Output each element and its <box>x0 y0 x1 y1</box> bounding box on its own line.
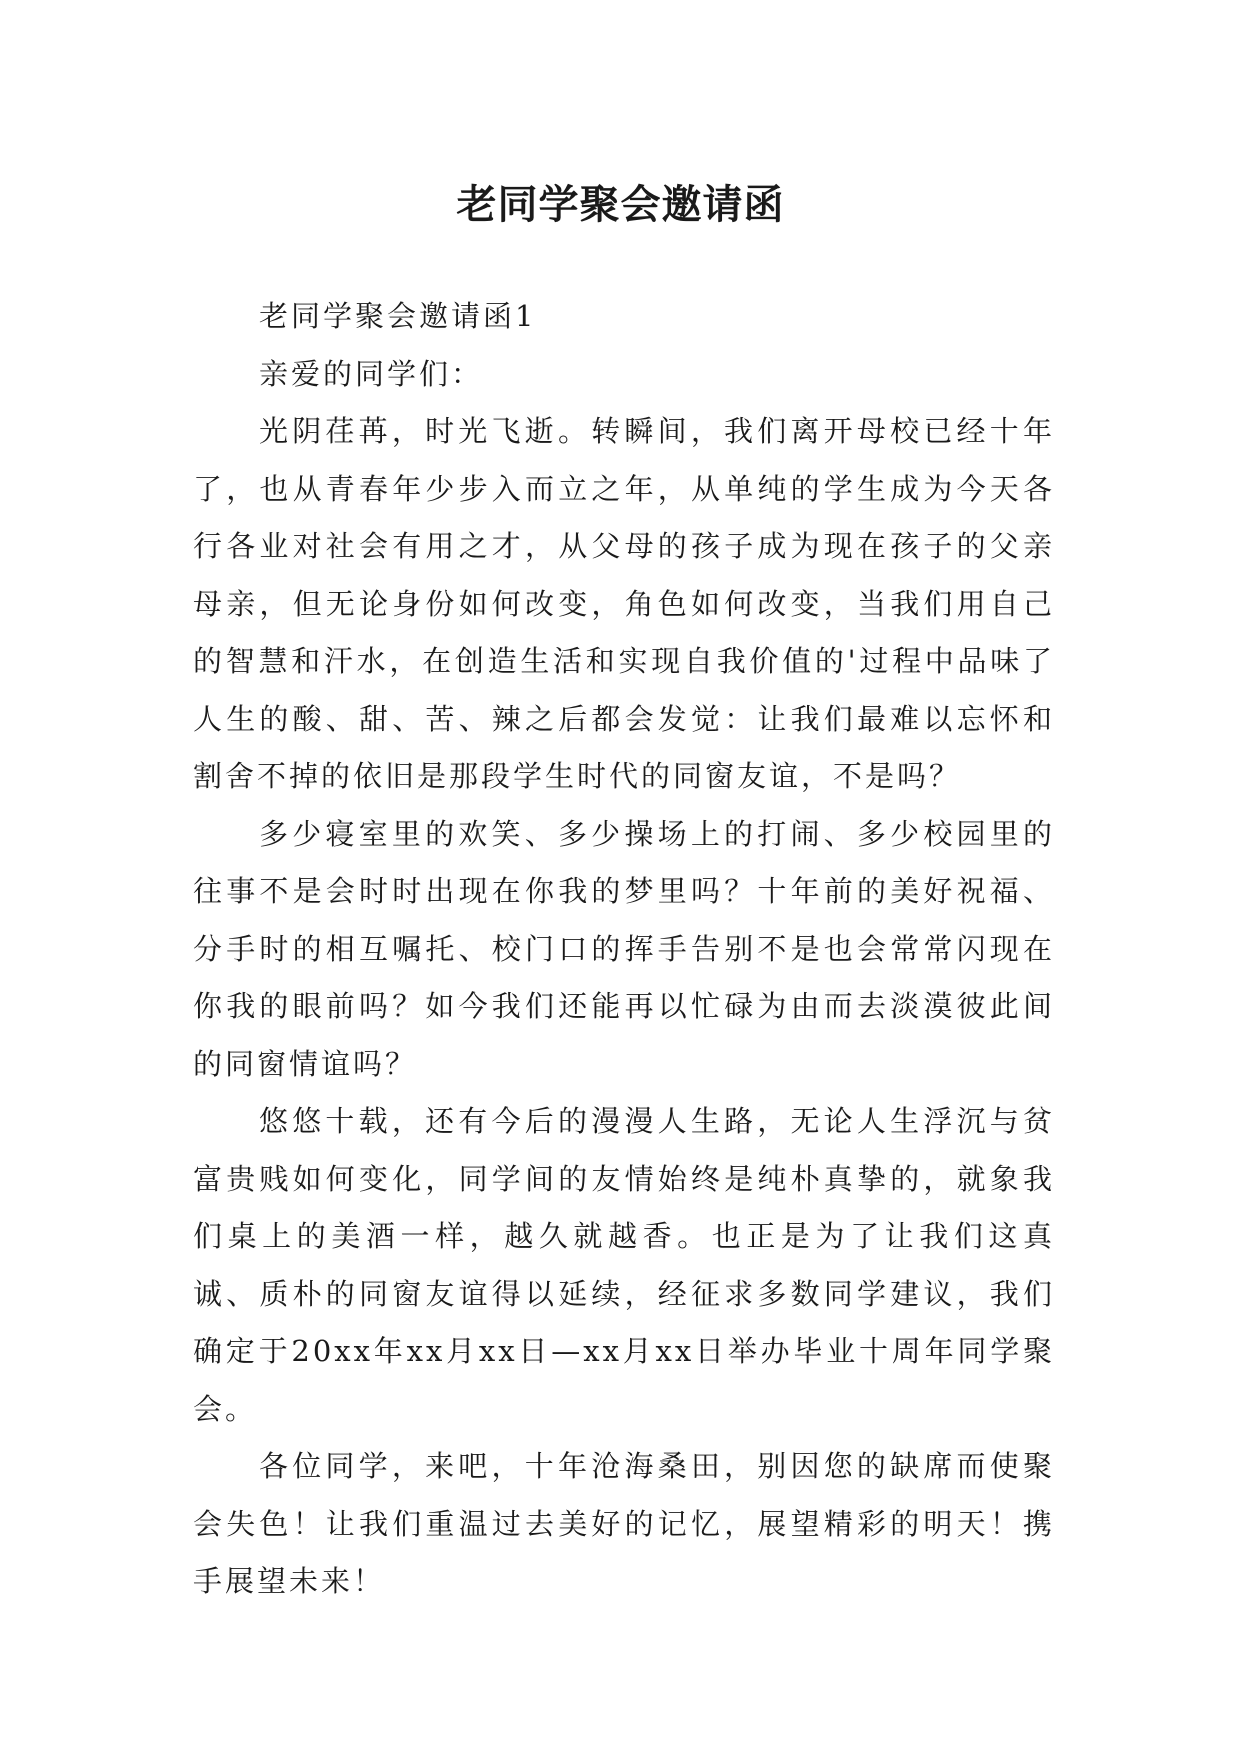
paragraph-heading: 老同学聚会邀请函1 <box>259 299 537 333</box>
paragraph-1: 光阴荏苒，时光飞逝。转瞬间，我们离开母校已经十年了，也从青春年少步入而立之年，从单纯的学生成为今天各行各业对社会有用之才，从父母的孩子成为现在孩子的父亲母亲，但无论身份如何改变，角色如何改变，当我们用自己的智慧和汗水，在创造生活和实现自我价值的'过程中品味了人生的酸、甜、苦、辣之后都会发觉：让我们最难以忘怀和割舍不掉的依旧是那段学生时代的同窗友谊，不是吗？ <box>193 414 1055 793</box>
paragraph-salutation: 亲爱的同学们： <box>259 356 484 391</box>
document-body <box>193 288 1055 1611</box>
document-title: 老同学聚会邀请函 <box>456 180 785 228</box>
paragraph-4: 各位同学，来吧，十年沧海桑田，别因您的缺席而使聚会失色！让我们重温过去美好的记忆，展望精彩的明天！携手展望未来！ <box>193 1449 1055 1598</box>
paragraph-3: 悠悠十载，还有今后的漫漫人生路，无论人生浮沉与贫富贵贱如何变化，同学间的友情始终是纯朴真挚的，就象我们桌上的美酒一样，越久就越香。也正是为了让我们这真诚、质朴的同窗友谊得以延续，经征求多数同学建议，我们确定于20xx年xx月xx日—xx月xx日举办毕业十周年同学聚会。 <box>193 1104 1055 1426</box>
paragraph-2: 多少寝室里的欢笑、多少操场上的打闹、多少校园里的往事不是会时时出现在你我的梦里吗？十年前的美好祝福、分手时的相互嘱托、校门口的挥手告别不是也会常常闪现在你我的眼前吗？如今我们还能再以忙碌为由而去淡漠彼此间的同窗情谊吗？ <box>193 816 1055 1081</box>
